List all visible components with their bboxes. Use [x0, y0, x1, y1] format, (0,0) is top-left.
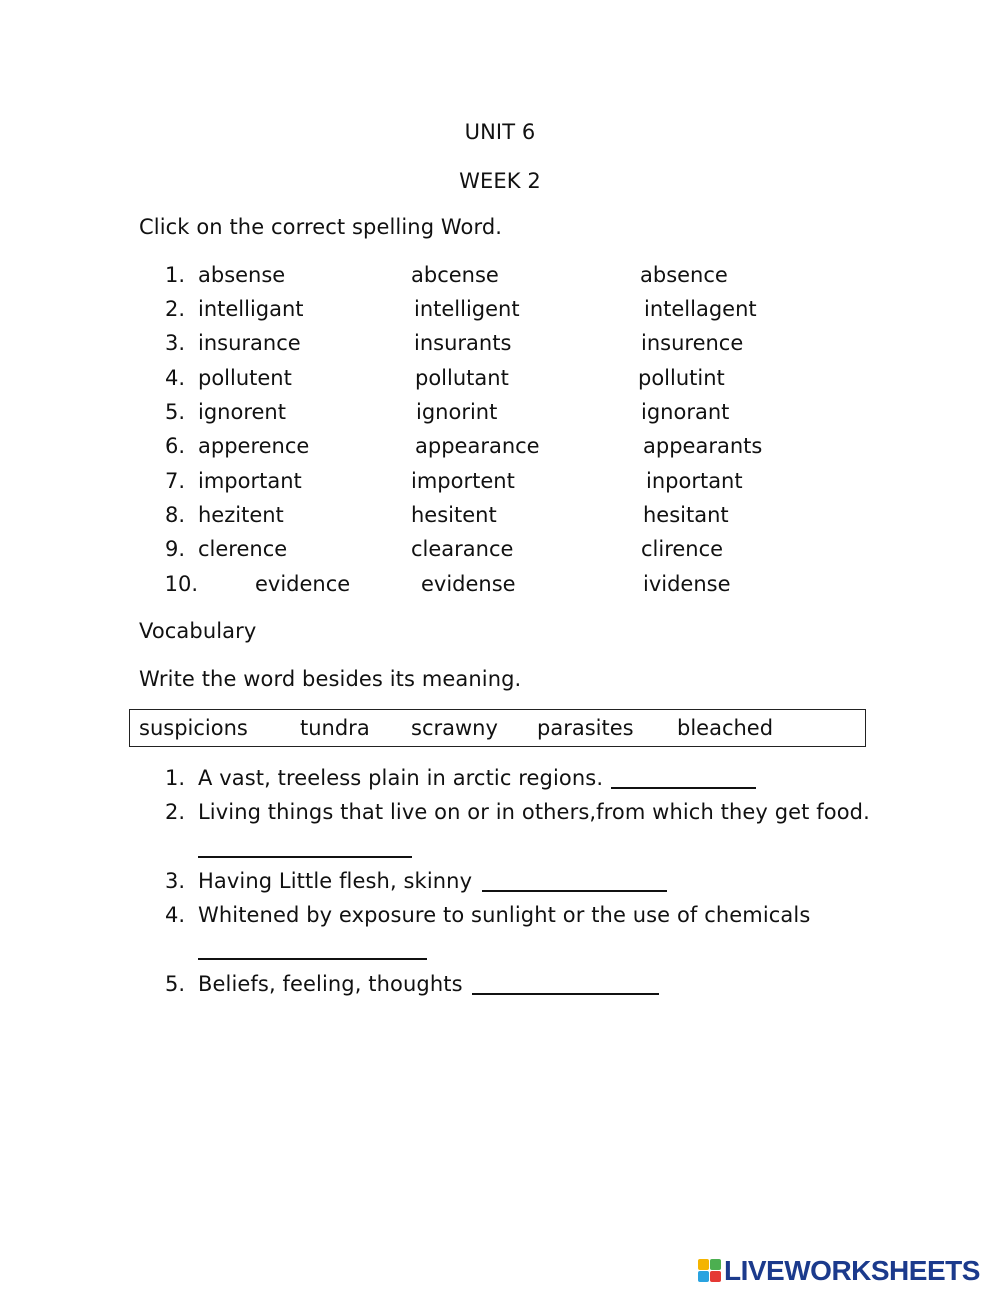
spelling-option[interactable]: insurance	[198, 331, 301, 355]
spelling-number: 5.	[164, 400, 185, 424]
spelling-option[interactable]: hesitent	[411, 503, 497, 527]
spelling-option[interactable]: inportant	[646, 469, 743, 493]
week-title: WEEK 2	[459, 169, 541, 193]
spelling-option[interactable]: pollutint	[638, 366, 725, 390]
vocabulary-number: 1.	[164, 766, 185, 790]
spelling-option[interactable]: appearants	[643, 434, 763, 458]
spelling-number: 8.	[164, 503, 185, 527]
spelling-option[interactable]: evidence	[255, 572, 351, 596]
vocabulary-definition: Whitened by exposure to sunlight or the use of chemicals	[198, 903, 811, 927]
spelling-option[interactable]: importent	[411, 469, 515, 493]
spelling-number: 3.	[164, 331, 185, 355]
word-bank	[129, 709, 866, 747]
word-bank-item: bleached	[677, 716, 774, 740]
answer-blank[interactable]	[198, 958, 427, 960]
spelling-option[interactable]: ignorent	[198, 400, 286, 424]
vocabulary-definition: Living things that live on or in others,from which they get food.	[198, 800, 870, 824]
vocabulary-definition: Beliefs, feeling, thoughts	[198, 972, 463, 996]
spelling-option[interactable]: important	[198, 469, 302, 493]
word-bank-item: suspicions	[139, 716, 248, 740]
spelling-instruction: Click on the correct spelling Word.	[139, 215, 503, 239]
spelling-option[interactable]: apperence	[198, 434, 310, 458]
spelling-number: 1.	[164, 263, 185, 287]
spelling-option[interactable]: ignorant	[641, 400, 730, 424]
vocabulary-number: 5.	[164, 972, 185, 996]
liveworksheets-logo	[697, 1256, 997, 1286]
answer-blank[interactable]	[472, 993, 659, 995]
spelling-option[interactable]: pollutant	[415, 366, 509, 390]
vocabulary-number: 2.	[164, 800, 185, 824]
logo-cubes-icon	[697, 1258, 723, 1284]
spelling-option[interactable]: clerence	[198, 537, 288, 561]
spelling-number: 2.	[164, 297, 185, 321]
spelling-option[interactable]: appearance	[415, 434, 540, 458]
vocabulary-instruction: Write the word besides its meaning.	[139, 667, 522, 691]
spelling-number: 4.	[164, 366, 185, 390]
unit-title: UNIT 6	[464, 120, 536, 144]
spelling-option[interactable]: abcense	[411, 263, 499, 287]
spelling-option[interactable]: ividense	[643, 572, 731, 596]
spelling-option[interactable]: intellagent	[644, 297, 757, 321]
spelling-option[interactable]: clearance	[411, 537, 514, 561]
spelling-number: 9.	[164, 537, 185, 561]
vocabulary-heading: Vocabulary	[139, 619, 257, 643]
spelling-option[interactable]: intelligent	[414, 297, 520, 321]
spelling-option[interactable]: absence	[640, 263, 728, 287]
spelling-option[interactable]: insurants	[414, 331, 512, 355]
vocabulary-definition: Having Little flesh, skinny	[198, 869, 473, 893]
word-bank-item: tundra	[300, 716, 370, 740]
spelling-option[interactable]: pollutent	[198, 366, 292, 390]
spelling-option[interactable]: ignorint	[416, 400, 498, 424]
spelling-option[interactable]: clirence	[641, 537, 724, 561]
vocabulary-definition: A vast, treeless plain in arctic regions.	[198, 766, 604, 790]
answer-blank[interactable]	[482, 890, 667, 892]
spelling-number: 7.	[164, 469, 185, 493]
answer-blank[interactable]	[611, 787, 756, 789]
word-bank-item: parasites	[537, 716, 634, 740]
spelling-number: 6.	[164, 434, 185, 458]
spelling-option[interactable]: hesitant	[643, 503, 729, 527]
spelling-number: 10.	[164, 572, 198, 596]
spelling-option[interactable]: intelligant	[198, 297, 304, 321]
vocabulary-number: 3.	[164, 869, 185, 893]
vocabulary-number: 4.	[164, 903, 185, 927]
spelling-option[interactable]: hezitent	[198, 503, 284, 527]
spelling-option[interactable]: insurence	[641, 331, 744, 355]
answer-blank[interactable]	[198, 856, 412, 858]
logo-text: LIVEWORKSHEETS	[724, 1255, 980, 1286]
word-bank-item: scrawny	[411, 716, 498, 740]
spelling-option[interactable]: evidense	[421, 572, 516, 596]
spelling-option[interactable]: absense	[198, 263, 286, 287]
